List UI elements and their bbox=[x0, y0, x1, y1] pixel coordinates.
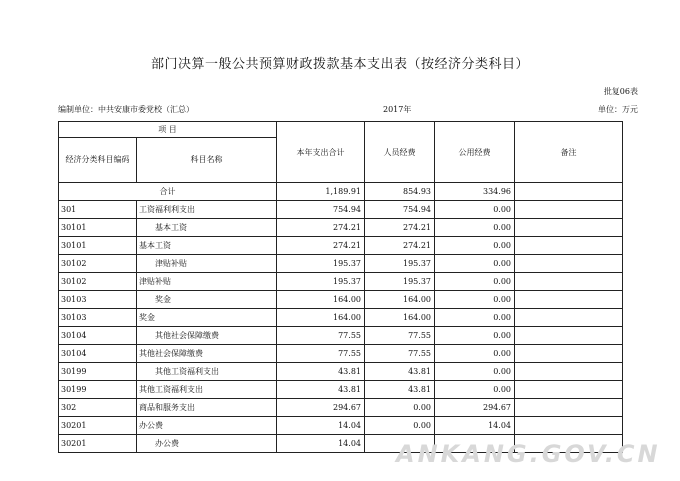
remark-cell bbox=[515, 417, 623, 435]
name-cell: 办公费 bbox=[137, 435, 277, 453]
total-cell: 14.04 bbox=[277, 435, 365, 453]
table-row bbox=[59, 291, 623, 309]
remark-header: 备注 bbox=[515, 122, 623, 183]
personnel-cell: 0.00 bbox=[365, 399, 435, 417]
personnel-cell: 195.37 bbox=[365, 273, 435, 291]
name-cell: 其他工资福利支出 bbox=[137, 381, 277, 399]
table-row bbox=[59, 363, 623, 381]
code-cell: 30101 bbox=[59, 237, 137, 255]
total-cell: 294.67 bbox=[277, 399, 365, 417]
page-title: 部门决算一般公共预算财政拨款基本支出表（按经济分类科目） bbox=[150, 57, 529, 72]
name-cell: 奖金 bbox=[137, 309, 277, 327]
name-cell: 其他社会保障缴费 bbox=[137, 327, 277, 345]
total-cell: 77.55 bbox=[277, 345, 365, 363]
public-cell: 0.00 bbox=[435, 291, 515, 309]
personnel-cell: 195.37 bbox=[365, 255, 435, 273]
table-row bbox=[59, 219, 623, 237]
public-cell: 0.00 bbox=[435, 363, 515, 381]
code-cell: 302 bbox=[59, 399, 137, 417]
personnel-cell: 77.55 bbox=[365, 345, 435, 363]
total-cell: 14.04 bbox=[277, 417, 365, 435]
public-cell: 0.00 bbox=[435, 237, 515, 255]
year-label: 2017年 bbox=[383, 105, 412, 114]
personnel-cell: 0.00 bbox=[365, 417, 435, 435]
table-row bbox=[59, 237, 623, 255]
total-cell: 164.00 bbox=[277, 291, 365, 309]
remark-cell bbox=[515, 183, 623, 201]
code-cell: 30199 bbox=[59, 381, 137, 399]
total-cell: 77.55 bbox=[277, 327, 365, 345]
public-cell: 334.96 bbox=[435, 183, 515, 201]
total-header: 本年支出合计 bbox=[277, 122, 365, 183]
total-cell: 195.37 bbox=[277, 273, 365, 291]
form-number: 批复06表 bbox=[603, 87, 638, 96]
name-cell: 津贴补贴 bbox=[137, 273, 277, 291]
public-cell: 0.00 bbox=[435, 327, 515, 345]
table-row bbox=[59, 273, 623, 291]
personnel-cell: 164.00 bbox=[365, 309, 435, 327]
code-header: 经济分类科目编码 bbox=[59, 138, 137, 183]
remark-cell bbox=[515, 291, 623, 309]
total-cell: 164.00 bbox=[277, 309, 365, 327]
code-cell: 30201 bbox=[59, 435, 137, 453]
total-cell: 195.37 bbox=[277, 255, 365, 273]
public-cell: 0.00 bbox=[435, 381, 515, 399]
code-cell: 30201 bbox=[59, 417, 137, 435]
personnel-cell: 854.93 bbox=[365, 183, 435, 201]
code-cell: 30103 bbox=[59, 291, 137, 309]
code-cell: 30104 bbox=[59, 327, 137, 345]
table-row bbox=[59, 399, 623, 417]
name-cell: 基本工资 bbox=[137, 219, 277, 237]
site-watermark: ANKANG.GOV.CN bbox=[396, 440, 661, 468]
total-cell: 754.94 bbox=[277, 201, 365, 219]
remark-cell bbox=[515, 273, 623, 291]
total-cell: 274.21 bbox=[277, 237, 365, 255]
code-cell: 301 bbox=[59, 201, 137, 219]
personnel-header: 人员经费 bbox=[365, 122, 435, 183]
table-row bbox=[59, 327, 623, 345]
public-cell: 14.04 bbox=[435, 417, 515, 435]
personnel-cell: 274.21 bbox=[365, 219, 435, 237]
total-cell: 43.81 bbox=[277, 363, 365, 381]
expenditure-table bbox=[58, 121, 623, 453]
remark-cell bbox=[515, 399, 623, 417]
remark-cell bbox=[515, 345, 623, 363]
code-cell: 30102 bbox=[59, 255, 137, 273]
remark-cell bbox=[515, 309, 623, 327]
name-cell: 办公费 bbox=[137, 417, 277, 435]
name-cell: 其他工资福利支出 bbox=[137, 363, 277, 381]
personnel-cell: 164.00 bbox=[365, 291, 435, 309]
public-cell: 0.00 bbox=[435, 219, 515, 237]
total-cell: 274.21 bbox=[277, 219, 365, 237]
organization-label: 编制单位：中共安康市委党校（汇总） bbox=[58, 105, 194, 114]
table-row bbox=[59, 345, 623, 363]
personnel-cell: 274.21 bbox=[365, 237, 435, 255]
remark-cell bbox=[515, 237, 623, 255]
public-cell: 0.00 bbox=[435, 309, 515, 327]
name-header: 科目名称 bbox=[137, 138, 277, 183]
remark-cell bbox=[515, 327, 623, 345]
public-cell: 0.00 bbox=[435, 201, 515, 219]
name-cell: 津贴补贴 bbox=[137, 255, 277, 273]
remark-cell bbox=[515, 219, 623, 237]
total-row bbox=[59, 183, 623, 201]
name-cell: 其他社会保障缴费 bbox=[137, 345, 277, 363]
public-cell: 0.00 bbox=[435, 273, 515, 291]
name-cell: 基本工资 bbox=[137, 237, 277, 255]
personnel-cell: 43.81 bbox=[365, 381, 435, 399]
unit-label: 单位：万元 bbox=[598, 105, 638, 114]
code-cell: 30104 bbox=[59, 345, 137, 363]
code-cell: 30101 bbox=[59, 219, 137, 237]
remark-cell bbox=[515, 381, 623, 399]
public-cell: 0.00 bbox=[435, 255, 515, 273]
total-label: 合计 bbox=[59, 183, 277, 201]
item-header: 项 目 bbox=[59, 122, 277, 138]
name-cell: 工资福利利支出 bbox=[137, 201, 277, 219]
table-row bbox=[59, 201, 623, 219]
name-cell: 商品和服务支出 bbox=[137, 399, 277, 417]
public-header: 公用经费 bbox=[435, 122, 515, 183]
public-cell: 294.67 bbox=[435, 399, 515, 417]
code-cell: 30102 bbox=[59, 273, 137, 291]
personnel-cell: 43.81 bbox=[365, 363, 435, 381]
public-cell: 0.00 bbox=[435, 345, 515, 363]
name-cell: 奖金 bbox=[137, 291, 277, 309]
personnel-cell: 77.55 bbox=[365, 327, 435, 345]
code-cell: 30199 bbox=[59, 363, 137, 381]
remark-cell bbox=[515, 363, 623, 381]
table-row bbox=[59, 417, 623, 435]
total-cell: 43.81 bbox=[277, 381, 365, 399]
code-cell: 30103 bbox=[59, 309, 137, 327]
personnel-cell: 754.94 bbox=[365, 201, 435, 219]
table-row bbox=[59, 309, 623, 327]
table-row bbox=[59, 381, 623, 399]
remark-cell bbox=[515, 255, 623, 273]
total-cell: 1,189.91 bbox=[277, 183, 365, 201]
table-row bbox=[59, 255, 623, 273]
header-row bbox=[59, 122, 623, 138]
remark-cell bbox=[515, 201, 623, 219]
